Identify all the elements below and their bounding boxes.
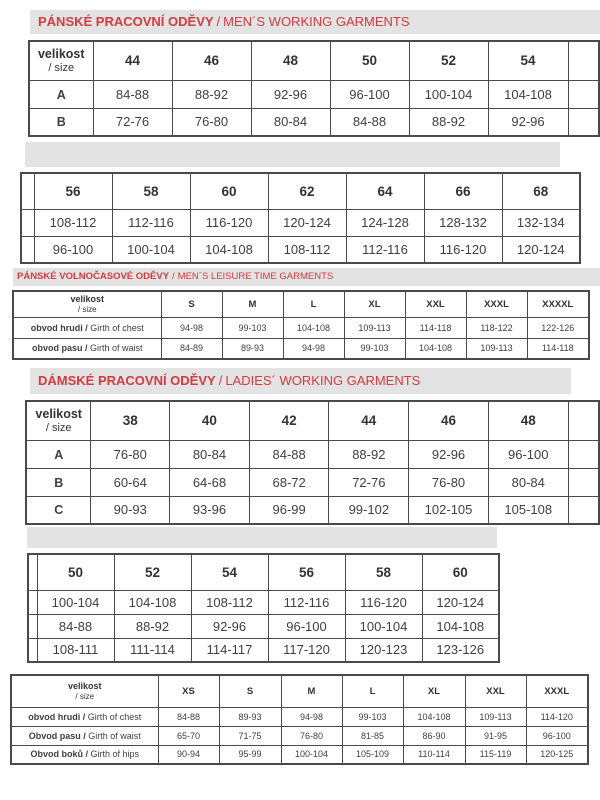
measurement-value-cell: 71-75: [219, 726, 281, 745]
measurement-value-cell: 96-100: [488, 440, 568, 468]
table-header-row: [13, 291, 589, 317]
mens-working-sizes-table-1: [28, 40, 600, 137]
header-band-fragment: [578, 10, 600, 34]
measurement-value-cell: 99-102: [329, 496, 409, 524]
table-row: [26, 468, 599, 496]
size-header-cell: S: [161, 291, 222, 317]
row-label-cell: Obvod pasu / Girth of waist: [11, 726, 158, 745]
size-header-cell: XXL: [405, 291, 466, 317]
cropped-empty-cell: [21, 209, 34, 236]
measurement-value-cell: 120-125: [526, 745, 588, 764]
measurement-value-cell: 96-100: [268, 614, 345, 638]
size-header-cell: 56: [34, 173, 112, 209]
cropped-empty-cell: [21, 173, 34, 209]
measurement-value-cell: 90-93: [91, 496, 170, 524]
size-header-cell: 44: [329, 401, 409, 440]
size-label-header-cell: velikost / size: [13, 291, 161, 317]
measurement-value-cell: 122-126: [527, 317, 589, 338]
table-header-row: [11, 675, 588, 707]
measurement-value-cell: 104-108: [488, 80, 568, 108]
size-header-cell: 46: [409, 401, 489, 440]
measurement-value-cell: 64-68: [170, 468, 250, 496]
size-header-cell: 58: [112, 173, 190, 209]
measurement-value-cell: 88-92: [172, 80, 251, 108]
table-row: [11, 745, 588, 764]
measurement-value-cell: 108-111: [37, 638, 114, 662]
cropped-empty-cell: [568, 468, 599, 496]
measurement-value-cell: 92-96: [488, 108, 568, 136]
table-row: [29, 80, 599, 108]
size-header-cell: XS: [158, 675, 219, 707]
section-title-czech: PÁNSKÉ PRACOVNÍ ODĚVY: [38, 14, 214, 29]
measurement-value-cell: 112-116: [268, 590, 345, 614]
measurement-value-cell: 100-104: [112, 236, 190, 263]
size-label-header-cell: velikost / size: [11, 675, 158, 707]
cropped-empty-cell: [568, 80, 599, 108]
size-header-cell: 62: [268, 173, 346, 209]
measurement-value-cell: 109-113: [465, 707, 526, 726]
measurement-value-cell: 116-120: [424, 236, 502, 263]
measurement-value-cell: 128-132: [424, 209, 502, 236]
measurement-value-cell: 92-96: [409, 440, 489, 468]
measurement-value-cell: 104-108: [422, 614, 499, 638]
size-header-cell: 38: [91, 401, 170, 440]
ladies-working-sizes-table-1: [25, 400, 600, 525]
size-header-cell: L: [342, 675, 403, 707]
section-title-czech: DÁMSKÉ PRACOVNÍ ODĚVY: [38, 373, 216, 388]
measurement-value-cell: 120-124: [502, 236, 580, 263]
table-row: [11, 707, 588, 726]
title-separator: /: [172, 271, 175, 282]
measurement-value-cell: 114-118: [527, 338, 589, 359]
size-header-cell: M: [281, 675, 342, 707]
measurement-value-cell: 104-108: [190, 236, 268, 263]
size-header-cell: XXXL: [526, 675, 588, 707]
measurement-value-cell: 94-98: [283, 338, 344, 359]
measurement-value-cell: 110-114: [403, 745, 465, 764]
row-label-cell: obvod hrudi / Girth of chest: [11, 707, 158, 726]
measurement-value-cell: 84-88: [93, 80, 172, 108]
measurement-value-cell: 99-103: [342, 707, 403, 726]
size-header-cell: 48: [251, 41, 330, 80]
measurement-value-cell: 80-84: [488, 468, 568, 496]
size-header-cell: 60: [190, 173, 268, 209]
measurement-value-cell: 92-96: [191, 614, 268, 638]
measurement-value-cell: 116-120: [190, 209, 268, 236]
measurement-value-cell: 100-104: [37, 590, 114, 614]
measurement-value-cell: 100-104: [409, 80, 488, 108]
measurement-value-cell: 111-114: [114, 638, 191, 662]
table-row: [28, 590, 499, 614]
mens-working-sizes-table-2: [20, 172, 581, 264]
size-header-cell: 68: [502, 173, 580, 209]
cropped-empty-cell: [568, 108, 599, 136]
measurement-value-cell: 72-76: [329, 468, 409, 496]
measurement-value-cell: 118-122: [466, 317, 527, 338]
table-row: [21, 236, 580, 263]
measurement-value-cell: 108-112: [268, 236, 346, 263]
measurement-value-cell: 92-96: [251, 80, 330, 108]
measurement-value-cell: 104-108: [283, 317, 344, 338]
measurement-value-cell: 96-99: [249, 496, 329, 524]
size-header-cell: 54: [488, 41, 568, 80]
measurement-value-cell: 89-93: [219, 707, 281, 726]
size-header-cell: XL: [403, 675, 465, 707]
measurement-value-cell: 114-120: [526, 707, 588, 726]
measurement-value-cell: 94-98: [281, 707, 342, 726]
measurement-value-cell: 105-109: [342, 745, 403, 764]
section-title-english: MEN´S LEISURE TIME GARMENTS: [177, 271, 334, 282]
size-header-cell: 58: [345, 554, 422, 590]
row-label-cell: A: [29, 80, 93, 108]
table-row: [26, 440, 599, 468]
measurement-value-cell: 114-117: [191, 638, 268, 662]
size-header-cell: 52: [114, 554, 191, 590]
section-header-ladies-working: [30, 368, 571, 394]
measurement-value-cell: 104-108: [405, 338, 466, 359]
section-title-english: LADIES´ WORKING GARMENTS: [225, 373, 421, 388]
size-header-cell: 42: [249, 401, 329, 440]
measurement-value-cell: 88-92: [114, 614, 191, 638]
cropped-empty-cell: [568, 41, 599, 80]
measurement-value-cell: 88-92: [409, 108, 488, 136]
measurement-value-cell: 132-134: [502, 209, 580, 236]
row-label-cell: obvod hrudi / Girth of chest: [13, 317, 161, 338]
section-header-mens-leisure: [13, 268, 600, 286]
size-header-cell: XL: [344, 291, 405, 317]
row-label-cell: A: [26, 440, 91, 468]
measurement-value-cell: 109-113: [466, 338, 527, 359]
measurement-value-cell: 60-64: [91, 468, 170, 496]
table-row: [29, 108, 599, 136]
table-header-row: [29, 41, 599, 80]
row-label-cell: B: [29, 108, 93, 136]
measurement-value-cell: 84-88: [249, 440, 329, 468]
cropped-empty-cell: [568, 440, 599, 468]
measurement-value-cell: 102-105: [409, 496, 489, 524]
size-header-cell: 66: [424, 173, 502, 209]
title-separator: /: [218, 373, 223, 388]
measurement-value-cell: 108-112: [191, 590, 268, 614]
measurement-value-cell: 108-112: [34, 209, 112, 236]
cropped-empty-cell: [28, 614, 37, 638]
cropped-empty-cell: [28, 554, 37, 590]
ladies-letter-sizes-table: [10, 674, 589, 765]
size-header-cell: 52: [409, 41, 488, 80]
size-header-cell: XXXL: [466, 291, 527, 317]
measurement-value-cell: 76-80: [172, 108, 251, 136]
row-label-cell: C: [26, 496, 91, 524]
measurement-value-cell: 100-104: [281, 745, 342, 764]
measurement-value-cell: 88-92: [329, 440, 409, 468]
measurement-value-cell: 105-108: [488, 496, 568, 524]
measurement-value-cell: 120-124: [422, 590, 499, 614]
measurement-value-cell: 96-100: [330, 80, 409, 108]
size-label-header-cell: velikost / size: [29, 41, 93, 80]
size-header-cell: M: [222, 291, 283, 317]
size-header-cell: 64: [346, 173, 424, 209]
table-row: [26, 496, 599, 524]
size-header-cell: 60: [422, 554, 499, 590]
measurement-value-cell: 114-118: [405, 317, 466, 338]
cropped-empty-cell: [21, 236, 34, 263]
measurement-value-cell: 117-120: [268, 638, 345, 662]
measurement-value-cell: 100-104: [345, 614, 422, 638]
measurement-value-cell: 84-88: [37, 614, 114, 638]
measurement-value-cell: 104-108: [114, 590, 191, 614]
row-label-cell: B: [26, 468, 91, 496]
separator-band: [27, 527, 497, 548]
ladies-working-sizes-table-2: [27, 553, 500, 663]
measurement-value-cell: 65-70: [158, 726, 219, 745]
section-title-czech: PÁNSKÉ VOLNOČASOVÉ ODĚVY: [17, 271, 170, 282]
table-row: [21, 209, 580, 236]
measurement-value-cell: 99-103: [222, 317, 283, 338]
measurement-value-cell: 84-88: [158, 707, 219, 726]
table-row: [11, 726, 588, 745]
section-title-english: MEN´S WORKING GARMENTS: [223, 14, 410, 29]
measurement-value-cell: 94-98: [161, 317, 222, 338]
size-header-cell: XXL: [465, 675, 526, 707]
measurement-value-cell: 76-80: [91, 440, 170, 468]
measurement-value-cell: 80-84: [170, 440, 250, 468]
size-header-cell: 44: [93, 41, 172, 80]
measurement-value-cell: 76-80: [281, 726, 342, 745]
table-row: [13, 317, 589, 338]
row-label-cell: Obvod boků / Girth of hips: [11, 745, 158, 764]
size-header-cell: 50: [37, 554, 114, 590]
table-row: [28, 614, 499, 638]
title-separator: /: [216, 14, 221, 29]
measurement-value-cell: 96-100: [526, 726, 588, 745]
size-header-cell: 40: [170, 401, 250, 440]
measurement-value-cell: 76-80: [409, 468, 489, 496]
section-header-mens-working: [30, 10, 583, 34]
measurement-value-cell: 86-90: [403, 726, 465, 745]
cropped-empty-cell: [568, 401, 599, 440]
size-header-cell: 48: [488, 401, 568, 440]
table-header-row: [26, 401, 599, 440]
measurement-value-cell: 124-128: [346, 209, 424, 236]
table-header-row: [21, 173, 580, 209]
measurement-value-cell: 116-120: [345, 590, 422, 614]
measurement-value-cell: 80-84: [251, 108, 330, 136]
measurement-value-cell: 72-76: [93, 108, 172, 136]
size-header-cell: 50: [330, 41, 409, 80]
measurement-value-cell: 112-116: [346, 236, 424, 263]
measurement-value-cell: 115-119: [465, 745, 526, 764]
measurement-value-cell: 120-124: [268, 209, 346, 236]
measurement-value-cell: 68-72: [249, 468, 329, 496]
measurement-value-cell: 95-99: [219, 745, 281, 764]
measurement-value-cell: 90-94: [158, 745, 219, 764]
size-header-cell: 56: [268, 554, 345, 590]
table-header-row: [28, 554, 499, 590]
measurement-value-cell: 123-126: [422, 638, 499, 662]
measurement-value-cell: 99-103: [344, 338, 405, 359]
size-header-cell: 46: [172, 41, 251, 80]
measurement-value-cell: 84-88: [330, 108, 409, 136]
measurement-value-cell: 89-93: [222, 338, 283, 359]
measurement-value-cell: 81-85: [342, 726, 403, 745]
measurement-value-cell: 84-89: [161, 338, 222, 359]
size-header-cell: L: [283, 291, 344, 317]
mens-leisure-sizes-table: [12, 290, 590, 360]
table-row: [28, 638, 499, 662]
measurement-value-cell: 120-123: [345, 638, 422, 662]
cropped-empty-cell: [28, 590, 37, 614]
measurement-value-cell: 96-100: [34, 236, 112, 263]
separator-band: [25, 142, 560, 167]
size-header-cell: 54: [191, 554, 268, 590]
cropped-empty-cell: [28, 638, 37, 662]
measurement-value-cell: 104-108: [403, 707, 465, 726]
measurement-value-cell: 109-113: [344, 317, 405, 338]
table-row: [13, 338, 589, 359]
measurement-value-cell: 112-116: [112, 209, 190, 236]
row-label-cell: obvod pasu / Girth of waist: [13, 338, 161, 359]
measurement-value-cell: 91-95: [465, 726, 526, 745]
measurement-value-cell: 93-96: [170, 496, 250, 524]
cropped-empty-cell: [568, 496, 599, 524]
size-label-header-cell: velikost / size: [26, 401, 91, 440]
size-header-cell: S: [219, 675, 281, 707]
size-header-cell: XXXXL: [527, 291, 589, 317]
